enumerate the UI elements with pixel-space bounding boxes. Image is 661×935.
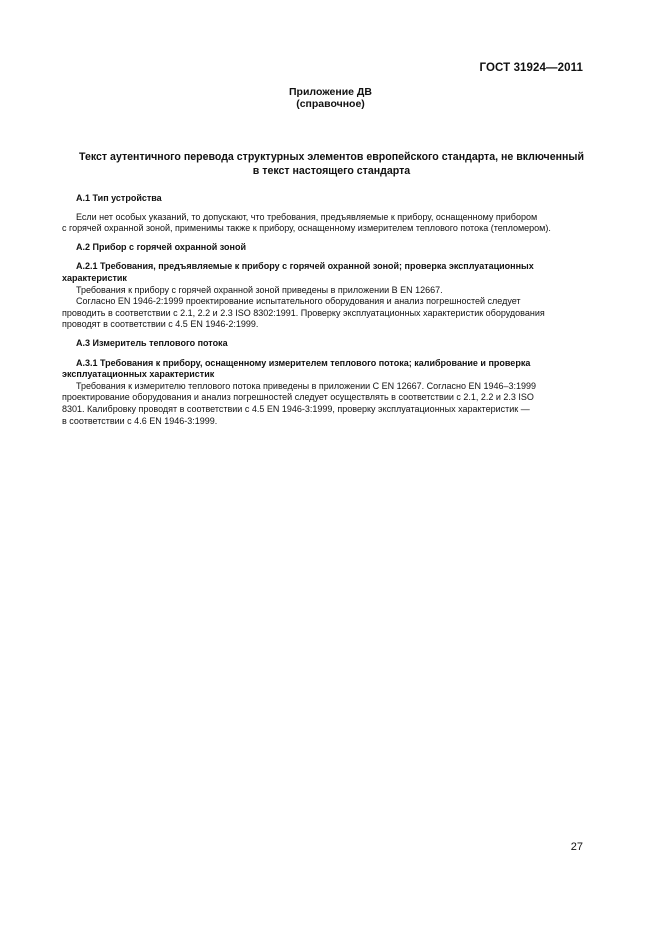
paragraph-line: с горячей охранной зоной, применимы также к прибору, оснащенному измерителем теплового потока (тепломером). bbox=[62, 223, 551, 234]
heading-line: А.2.1 Требования, предъявляемые к прибору с горячей охранной зоной; проверка эксплуатационных bbox=[76, 261, 534, 272]
section-a1-paragraph bbox=[62, 212, 583, 235]
page-number: 27 bbox=[570, 841, 583, 853]
annex-status: (справочное) bbox=[296, 98, 365, 110]
section-a3-heading: А.3 Измеритель теплового потока bbox=[76, 337, 228, 348]
section-a2-heading: А.2 Прибор с горячей охранной зоной bbox=[76, 241, 246, 252]
document-code: ГОСТ 31924—2011 bbox=[479, 62, 583, 74]
section-a31-paragraph bbox=[62, 381, 583, 427]
section-a21-heading bbox=[62, 261, 583, 284]
annex-title bbox=[74, 151, 589, 178]
heading-line: А.3.1 Требования к прибору, оснащенному измерителем теплового потока; калибрование и проверка bbox=[76, 357, 531, 368]
paragraph-line: Требования к измерителю теплового потока приведены в приложении С EN 12667. Согласно EN 1946–3:1999 bbox=[76, 380, 537, 391]
paragraph-line: Если нет особых указаний, то допускают, что требования, предъявляемые к прибору, оснащенному прибором bbox=[76, 211, 538, 222]
annex-title-line-1: Текст аутентичного перевода структурных элементов европейского стандарта, не включенный bbox=[79, 151, 584, 163]
annex-label bbox=[0, 86, 661, 110]
annex-name: Приложение ДВ bbox=[289, 86, 372, 98]
paragraph-line: проектирование оборудования и анализ погрешностей следует осуществлять в соответствии с 2.1, 2.2 и 2.3 ISO bbox=[62, 392, 534, 403]
paragraph-line: проводят в соответствии с 4.5 EN 1946-2:1999. bbox=[62, 319, 259, 330]
section-a21-paragraph-1: Требования к прибору с горячей охранной зоной приведены в приложении В EN 12667. bbox=[76, 284, 443, 295]
section-a1-heading: А.1 Тип устройства bbox=[76, 193, 162, 203]
annex-body bbox=[62, 193, 583, 427]
paragraph-line: в соответствии с 4.6 EN 1946-3:1999. bbox=[62, 415, 218, 426]
heading-line: эксплуатационных характеристик bbox=[62, 369, 215, 380]
paragraph-line: проводить в соответствии с 2.1, 2.2 и 2.3 ISO 8302:1991. Проверку эксплуатационных характеристик оборудования bbox=[62, 307, 545, 318]
section-a31-heading bbox=[62, 358, 583, 381]
heading-line: характеристик bbox=[62, 272, 127, 283]
paragraph-line: Согласно EN 1946-2:1999 проектирование испытательного оборудования и анализ погрешностей следует bbox=[76, 296, 521, 307]
annex-title-line-2: в текст настоящего стандарта bbox=[252, 164, 411, 177]
section-a21-paragraph-2 bbox=[62, 296, 583, 331]
paragraph-line: 8301. Калибровку проводят в соответствии с 4.5 EN 1946-3:1999, проверку эксплуатационных характеристик — bbox=[62, 403, 530, 414]
